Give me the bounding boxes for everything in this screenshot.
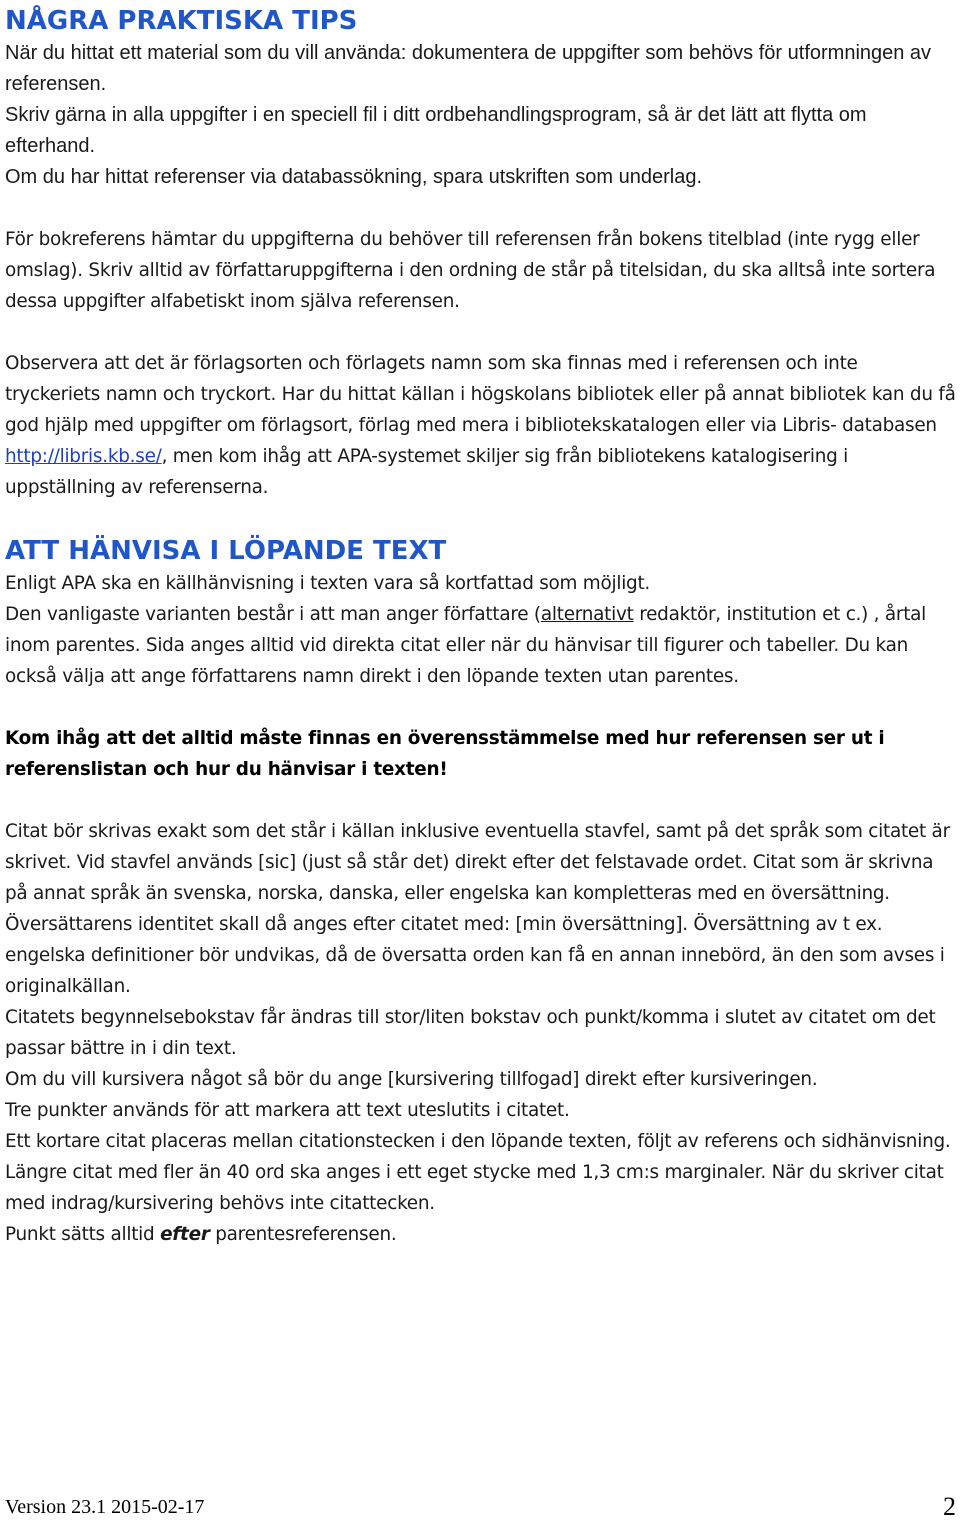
tip-line-3: Om du har hittat referenser via databassökning, spara utskriften som underlag. [5, 166, 703, 188]
spacer [5, 317, 958, 348]
para-punkt [5, 1219, 958, 1250]
para-bokreferens: För bokreferens hämtar du uppgifterna du behöver till referensen från bokens titelblad (inte rygg eller omslag). Skriv alltid av författaruppgifterna i den ordning de står på titelsidan, du ska alltså inte sortera dessa uppgifter alfabetiskt inom själva referensen. [5, 229, 936, 312]
para-vanligaste-text-end: redaktör, institution et c.) , årtal inom parentes. Sida anges alltid vid direkta citat eller när du hänvisar till figurer och tabeller. Du kan också välja att ange författarens namn direkt i den löpande texten utan parentes. [5, 604, 927, 687]
para-vanligaste [5, 599, 958, 692]
para-forlagsort-text: Observera att det är förlagsorten och förlagets namn som ska finnas med i referensen och inte tryckeriets namn och tryckort. Har du hittat källan i högskolans bibliotek eller på annat bibliotek kan du få god hjälp med uppgifter om förlagsort, förlag med mera i bibliotekskatalogen eller via Libris- databasen [5, 353, 956, 436]
page-content [5, 4, 958, 1250]
para-citat-5: Ett kortare citat placeras mellan citationstecken i den löpande texten, följt av referens och sidhänvisning. Längre citat med fler än 40 ord ska anges i ett eget stycke med 1,3 cm:s marginaler. När du skriver citat med indrag/kursivering behövs inte citattecken. [5, 1131, 951, 1214]
emphasis-efter: efter [160, 1224, 210, 1245]
heading-hanvisa: ATT HÄNVISA I LÖPANDE TEXT [5, 536, 447, 566]
tip-line-2: Skriv gärna in alla uppgifter i en speciell fil i ditt ordbehandlingsprogram, så är det lätt att flytta om efterhand. [5, 104, 867, 157]
para-citat-3: Om du vill kursivera något så bör du ange [kursivering tillfogad] direkt efter kursiveringen. [5, 1069, 818, 1090]
para-forlagsort-text-end: , men kom ihåg att APA-systemet skiljer sig från bibliotekens katalogisering i uppställning av referenserna. [5, 446, 848, 498]
heading-praktiska-tips: NÅGRA PRAKTISKA TIPS [5, 6, 358, 36]
para-vanligaste-text: Den vanligaste varianten består i att man anger författare ( [5, 604, 541, 625]
bold-note: Kom ihåg att det alltid måste finnas en överensstämmelse med hur referensen ser ut i referenslistan och hur du hänvisar i texten! [5, 728, 885, 780]
para-kortfattad: Enligt APA ska en källhänvisning i texten vara så kortfattad som möjligt. [5, 573, 651, 594]
para-citat-1: Citat bör skrivas exakt som det står i källan inklusive eventuella stavfel, samt på det språk som citatet är skrivet. Vid stavfel används [sic] (just så står det) direkt efter det felstavade ordet. Citat som är skrivna på annat språk än svenska, norska, danska, eller engelska kan kompletteras med en översättning. Översättarens identitet skall då anges efter citatet med: [min översättning]. Översättning av t ex. engelska definitioner bör undvikas, då de översatta orden kan få en annan innebörd, än den som avses i originalkällan. [5, 821, 950, 997]
para-forlagsort [5, 348, 958, 503]
tip-line-1: När du hittat ett material som du vill använda: dokumentera de uppgifter som behövs för utformningen av referensen. [5, 42, 932, 95]
para-citat-2: Citatets begynnelsebokstav får ändras till stor/liten bokstav och punkt/komma i slutet av citatet om det passar bättre in i din text. [5, 1007, 936, 1059]
libris-link[interactable]: http://libris.kb.se/ [5, 446, 162, 467]
spacer [5, 193, 958, 224]
spacer [5, 692, 958, 723]
para-citat-4: Tre punkter används för att markera att text uteslutits i citatet. [5, 1100, 570, 1121]
underlined-alternativt: alternativt [540, 604, 634, 625]
footer-page-number: 2 [943, 1492, 956, 1521]
spacer [5, 785, 958, 816]
para-punkt-text: Punkt sätts alltid [5, 1224, 161, 1245]
footer-version: Version 23.1 2015-02-17 [5, 1496, 205, 1518]
spacer [5, 503, 958, 534]
para-punkt-text-end: parentesreferensen. [209, 1224, 397, 1245]
